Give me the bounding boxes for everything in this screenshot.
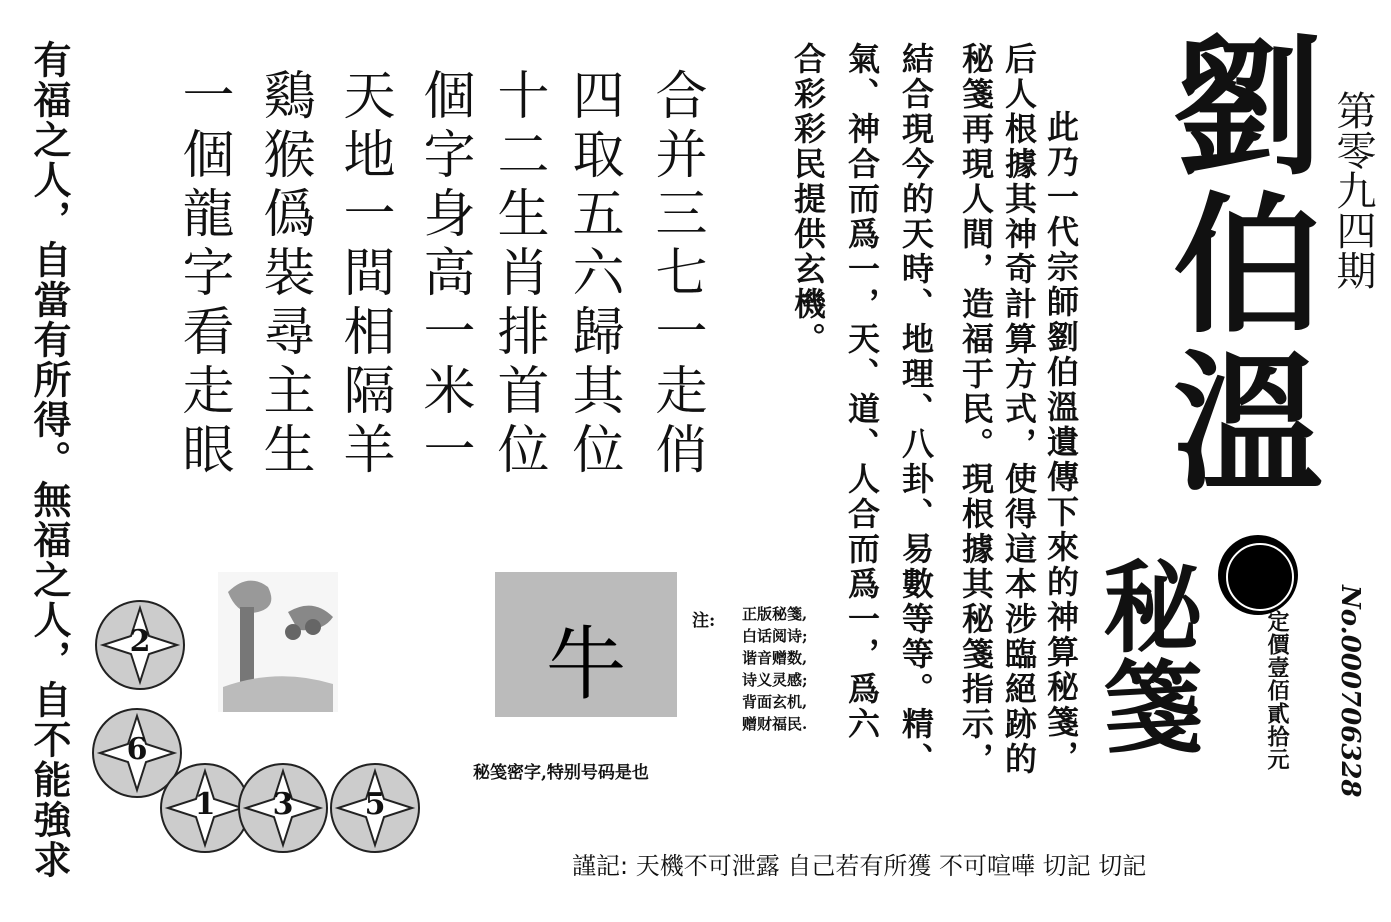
- issue-number: 第零九四期: [1330, 90, 1376, 290]
- secret-character-box: [495, 572, 677, 717]
- main-title: 劉伯溫: [1147, 28, 1323, 502]
- ball-number: 6: [126, 732, 148, 767]
- poem-line-5: 天地一間相隔羊: [334, 68, 394, 481]
- intro-line-6: 合彩彩民提供玄機。: [789, 42, 827, 357]
- note-line: 谐音赠数,: [742, 649, 808, 667]
- ball-number: 2: [129, 624, 151, 659]
- intro-line-3: 秘箋再現人間，造福于民。現根據其秘箋指示，: [957, 42, 995, 777]
- intro-line-1: 此乃一代宗師劉伯溫遺傳下來的神算秘箋，: [1042, 110, 1080, 775]
- left-proverb: 有福之人，自當有所得。無福之人，自不能強求: [27, 40, 72, 880]
- note-line: 背面玄机,: [742, 693, 808, 711]
- tree-illustration: [218, 572, 338, 712]
- warning-text: 謹記: 天機不可泄露 自己若有所獲 不可喧嘩 切記 切記: [572, 852, 1147, 880]
- ball-number: 3: [272, 787, 294, 822]
- poem-line-2: 四取五六歸其位: [563, 68, 623, 481]
- tree-drawing: [218, 572, 338, 712]
- serial-number-wrap: [1335, 585, 1375, 815]
- note-line: 正版秘箋,: [742, 605, 808, 623]
- ball-number: 5: [364, 787, 386, 822]
- intro-line-5: 氣、神合而爲一，天、道、人合而爲一，爲六: [843, 42, 881, 742]
- note-line: 赠财福民.: [742, 715, 808, 733]
- note-label: 注:: [692, 611, 716, 631]
- note-line: 诗义灵感;: [742, 671, 808, 689]
- notes-list: [742, 603, 808, 735]
- caption: 秘笺密字,特别号码是也: [473, 763, 649, 783]
- poem-line-4: 個字身高一米一: [414, 68, 474, 481]
- poem-line-3: 十二生肖排首位: [488, 68, 548, 481]
- serial-number: No.000706328: [1335, 585, 1365, 798]
- secret-character: 牛: [546, 618, 626, 711]
- price: 定價壹佰貳拾元: [1264, 610, 1290, 771]
- number-ball: [238, 763, 328, 853]
- note-line: 白话阅诗;: [742, 627, 808, 645]
- poem-line-7: 一個龍字看走眼: [173, 68, 233, 481]
- ball-number: 1: [194, 787, 216, 822]
- intro-line-2: 后人根據其神奇計算方式，使得這本涉臨絕跡的: [1000, 42, 1038, 777]
- seal-stamp: [1218, 535, 1298, 615]
- poem-line-6: 鷄猴僞裝尋主生: [254, 68, 314, 481]
- number-ball: [160, 763, 250, 853]
- intro-line-4: 結合現今的天時、地理、八卦、易數等等。精、: [897, 42, 935, 777]
- number-ball: [95, 600, 185, 690]
- secret-title: 秘箋: [1086, 555, 1204, 755]
- poem-line-1: 合并三七一走俏: [646, 68, 706, 481]
- number-ball: [330, 763, 420, 853]
